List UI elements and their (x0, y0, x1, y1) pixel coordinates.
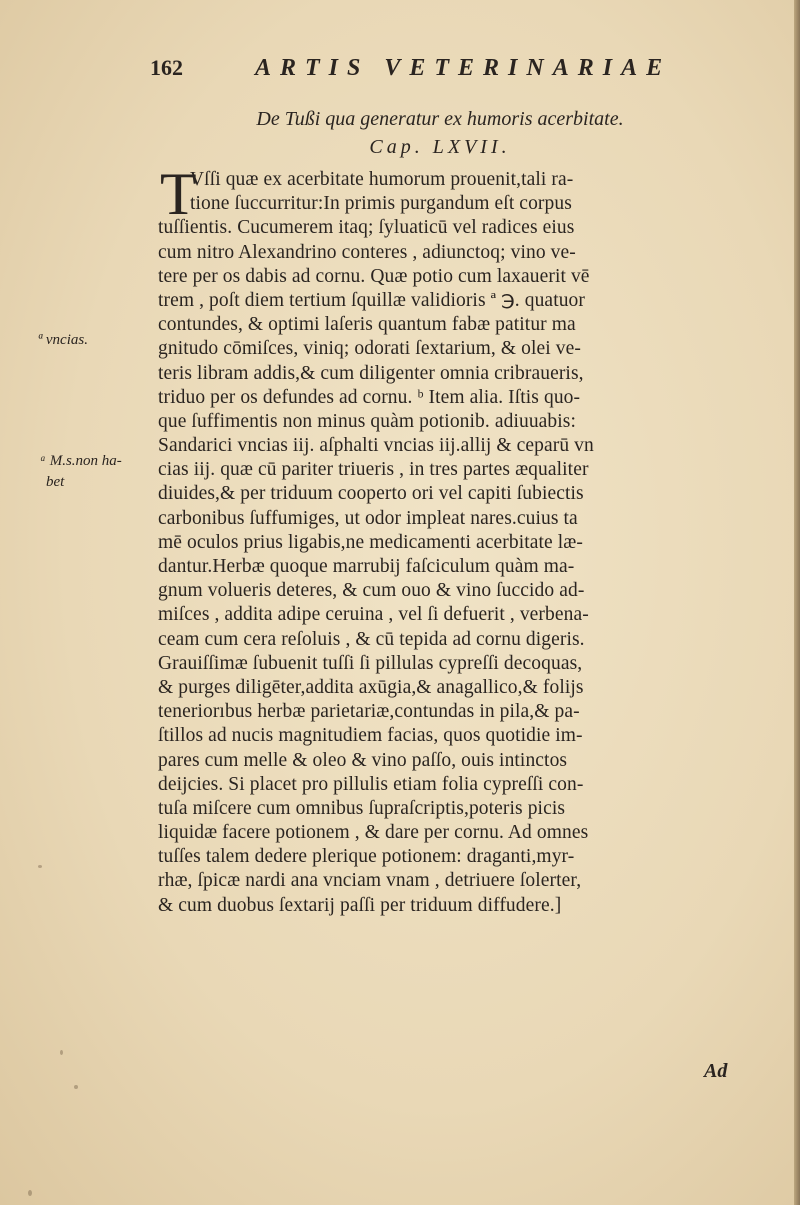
ink-spot (60, 1050, 63, 1055)
text-line: dantur.Herbæ quoque marrubij faſciculum quàm ma- (158, 556, 575, 577)
text-line: rhæ, ſpicæ nardi ana vnciam vnam , detriuere ſolerter, (158, 870, 582, 892)
text-line: teneriorıbus herbæ parietariæ,contundas in pila,& pa- (158, 701, 580, 723)
drop-capital: T (160, 161, 197, 227)
text-line: tuſa miſcere cum omnibus ſupraſcriptis,poteris picis (158, 797, 566, 819)
margin-note-b: ᵃ M.s.non ha- (40, 453, 122, 469)
text-line: pares cum melle & oleo & vino paſſo, ouis intinctos (158, 749, 568, 771)
text-line: cias iij. quæ cū pariter triueris , in tres partes æqualiter (158, 459, 589, 481)
text-line: trem , poſt diem tertium ſquillæ validioris ª ℈. quatuor (158, 289, 586, 311)
text-line: & cum duobus ſextarij paſſi per triduum diffudere.] (158, 894, 562, 916)
text-line: teris libram addis,& cum diligenter omnia cribraueris, (158, 362, 584, 384)
chapter-number: Cap. LXVII. (369, 136, 511, 158)
text-line: ceam cum cera reſoluis , & cū tepida ad cornu digeris. (158, 628, 585, 650)
folio-number: 162 (150, 55, 183, 80)
text-line: tere per os dabis ad cornu. Quæ potio cum laxauerit vē (158, 265, 590, 287)
text-line: gnitudo cōmiſces, viniq; odorati ſextarium, & olei ve- (158, 338, 581, 360)
text-line: Grauiſſimæ ſubuenit tuſſi ſi pillulas cypreſſi decoquas, (158, 652, 583, 674)
body-text (158, 161, 778, 918)
text-line: contundes, & optimi laſeris quantum fabæ patitur ma (158, 314, 576, 336)
text-line: gnum volueris deteres, & cum ouo & vino ſuccido ad- (158, 580, 585, 602)
text-line: triduo per os defundes ad cornu. ᵇ Item alia. Iſtis quo- (158, 386, 581, 408)
text-line: tuſſes talem dedere plerique potionem: draganti,myr- (158, 846, 575, 868)
margin-note-a: ª vncias. (38, 332, 88, 348)
ink-spot (74, 1085, 78, 1089)
text-line: Sandarici vncias iij. aſphalti vncias iij.allij & ceparū vn (158, 435, 594, 457)
page-edge (794, 0, 800, 1205)
text-line: diuides,& per triduum cooperto ori vel capiti ſubiectis (158, 483, 584, 505)
text-line: deijcies. Si placet pro pillulis etiam folia cypreſſi con- (158, 773, 584, 795)
text-line: que ſuffimentis non minus quàm potionib. adiuuabis: (158, 410, 576, 432)
ink-spot (38, 865, 42, 868)
text-line: miſces , addita adipe ceruina , vel ſi defuerit , verbena- (158, 604, 589, 626)
text-line: liquidæ facere potionem , & dare per cornu. Ad omnes (158, 822, 589, 844)
text-line: & purges diligēter,addita axūgia,& anagallico,& folijs (158, 676, 584, 698)
text-line: carbonibus ſuffumiges, ut odor impleat nares.cuius ta (158, 507, 578, 529)
text-line: tuſſientis. Cucumerem itaq; ſyluaticū vel radices eius (158, 217, 575, 239)
page-header (150, 55, 710, 95)
catchword: Ad (704, 1060, 728, 1082)
text-line: tione ſuccurritur:In primis purgandum eſt corpus (190, 193, 572, 215)
ink-spot (28, 1190, 32, 1196)
text-line: mē oculos prius ligabis,ne medicamenti acerbitate læ- (158, 531, 583, 553)
running-title: ARTIS VETERINARIAE (255, 55, 672, 81)
text-line: cum nitro Alexandrino conteres , adiunctoq; vino ve- (158, 241, 576, 263)
margin-note-b-cont: bet (46, 474, 65, 490)
text-line: Vſſi quæ ex acerbitate humorum prouenit,tali ra- (190, 169, 574, 190)
chapter-title: De Tußi qua generatur ex humoris acerbitate. (256, 108, 624, 130)
text-line: ſtillos ad nucis magnitudiem facias, quos quotidie im- (158, 725, 583, 747)
